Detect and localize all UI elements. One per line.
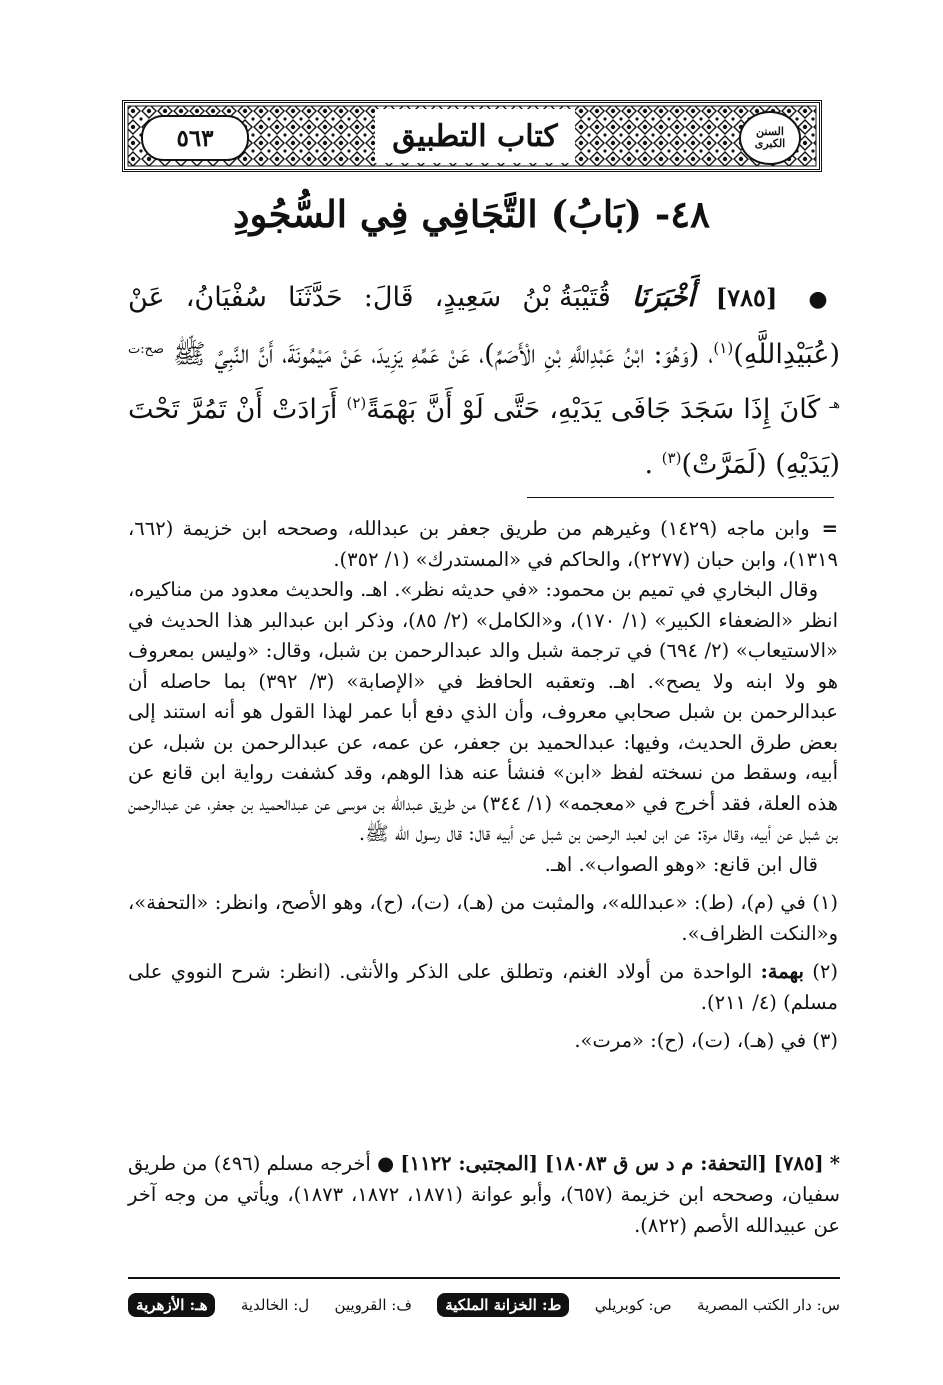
hadith-part-3: كَانَ إِذَا سَجَدَ جَافَى يَدَيْهِ، حَتَّى لَوْ أَنَّ بَهْمَةً: [366, 394, 821, 425]
bullet-icon: ●: [808, 287, 840, 312]
footnote-ref-2: (٢): [346, 394, 367, 412]
takhrij: [128, 1148, 840, 1241]
hadith-part-2: ، (وَهُوَ: ابْنُ عَبْدِاللَّهِ بْنِ الْأَصَمِّ)، عَنْ عَمِّهِ يَزِيدَ، عَنْ مَيْمُونَةَ، أَنَّ النَّبِيَّ ﷺ: [172, 339, 714, 370]
footnote-ref-1: (١): [713, 339, 734, 357]
hadith-part-4: أَرَادَتْ أَنْ تَمُرَّ تَحْتَ (يَدَيْهِ) (لَمَرَّتْ): [128, 394, 840, 480]
footnote-2: [128, 957, 838, 1018]
footnote-2-term: بهمة:: [760, 960, 804, 983]
footnote-ref-3: (٣): [661, 449, 682, 467]
footnote-2-number: (٢): [812, 960, 838, 983]
manuscript-legend: [128, 1290, 840, 1320]
ornamental-header: [122, 100, 822, 172]
legend-rule: [128, 1277, 840, 1279]
legend-item-t: ط: الخزانة الملكية: [437, 1293, 569, 1317]
hadith-part-5: .: [644, 449, 654, 480]
note-continuation: [128, 514, 838, 575]
star-icon: *: [829, 1152, 840, 1175]
footnote-2-text: الواحدة من أولاد الغنم، وتطلق على الذكر والأنثى. (انظر: شرح النووي على مسلم) (٤/ ٢١١).: [128, 960, 838, 1014]
continuation-mark: =: [821, 517, 838, 540]
chapter-heading: ٤٨- (بَابُ) التَّجَافِي فِي السُّجُودِ: [232, 192, 710, 236]
footnote-1: (١) في (م)، (ط): «عبدالله»، والمثبت من (هـ)، (ت)، (ح)، وهو الأصح، وانظر: «التحفة»، و«النكت الظراف».: [128, 891, 838, 945]
footnote-divider: [527, 497, 834, 498]
note-paragraph-end: قال ابن قانع: «وهو الصواب». اهـ.: [544, 852, 818, 876]
legend-item-l: ل: الخالدية: [240, 1296, 310, 1314]
bullet-icon: ●: [377, 1152, 395, 1175]
book-seal-logo: السنن الكبرى: [739, 111, 801, 165]
akhbarana-word: أَخْبَرَنَا: [631, 282, 695, 313]
hadith-text: [128, 270, 840, 492]
note-continuation-text: وابن ماجه (١٤٢٩) وغيرهم من طريق جعفر بن عبدالله، وصححه ابن خزيمة (٦٦٢، ١٣١٩)، وابن حبان (٢٢٧٧)، والحاكم في «المستدرك» (١/ ٣٥٢).: [128, 517, 838, 571]
note-paragraph: وقال البخاري في تميم بن محمود: «في حديثه نظر». اهـ. والحديث معدود من مناكيره، انظر «الضعفاء الكبير» (١/ ١٧٠)، و«الكامل» (٢/ ٨٥)، وذكر ابن عبدالبر هذا الحديث في «الاستيعاب» (٢/ ٦٩٤) في ترجمة شبل والد عبدالرحمن بن شبل، وقال: «وليس بمعروف هو ولا ابنه ولا يصح». اهـ. وتعقبه الحافظ في «الإصابة» (٣/ ٣٩٢) بما حاصله أن عبدالرحمن بن شبل صحابي معروف، وأن الذي دفع أبا عمر لهذا القول هو أنه استند إلى بعض طرق الحديث، وفيها: عبدالحميد بن جعفر، عن عمه، عن عبدالرحمن بن شبل، عن أبيه، وسقط من نسخته لفظ «ابن» فنشأ عنه هذا الوهم، وقد كشفت رواية ابن قانع عن هذه العلة، فقد أخرج في «معجمه» (١/ ٣٤٤) من طريق عبدالله بن موسى عن عبدالحميد بن جعفر، عن عبدالرحمن بن شبل عن أبيه، وقال مرة: عن ابن لعبد الرحمن بن شبل عن أبيه قال: قال رسول الله ﷺ.: [128, 578, 839, 845]
legend-item-h: هـ: الأزهرية: [128, 1293, 215, 1317]
legend-item-s: س: دار الكتب المصرية: [697, 1296, 840, 1314]
footnotes: [128, 514, 838, 1057]
page-number: ٥٦٣: [141, 115, 249, 161]
legend-item-s2: ص: كوبريلي: [594, 1296, 672, 1314]
hadith-number: [٧٨٥]: [715, 283, 778, 312]
legend-item-f: ف: القرويين: [334, 1296, 412, 1314]
hadith-part-1: قُتَيْبَةُ بْنُ سَعِيدٍ، قَالَ: حَدَّثَنَا سُفْيَانُ، عَنْ (عُبَيْدِاللَّهِ): [128, 282, 840, 370]
footnote-3: (٣) في (هـ)، (ت)، (ح): «مرت».: [574, 1029, 838, 1052]
takhrij-reference: [٧٨٥] [التحفة: م د س ق ١٨٠٨٣] [المجتبى: ١١٢٢]: [400, 1152, 824, 1175]
running-chapter-title: كتاب التطبيق: [375, 109, 575, 163]
sahh-mark: صح:ت هـ: [128, 342, 840, 412]
takhrij-text: أخرجه مسلم (٤٩٦) من طريق سفيان، وصححه ابن خزيمة (٦٥٧)، وأبو عوانة (١٨٧١، ١٨٧٢، ١٨٧٣)، ويأتي من وجه آخر عن عبيدالله الأصم (٨٢٢).: [128, 1152, 841, 1237]
